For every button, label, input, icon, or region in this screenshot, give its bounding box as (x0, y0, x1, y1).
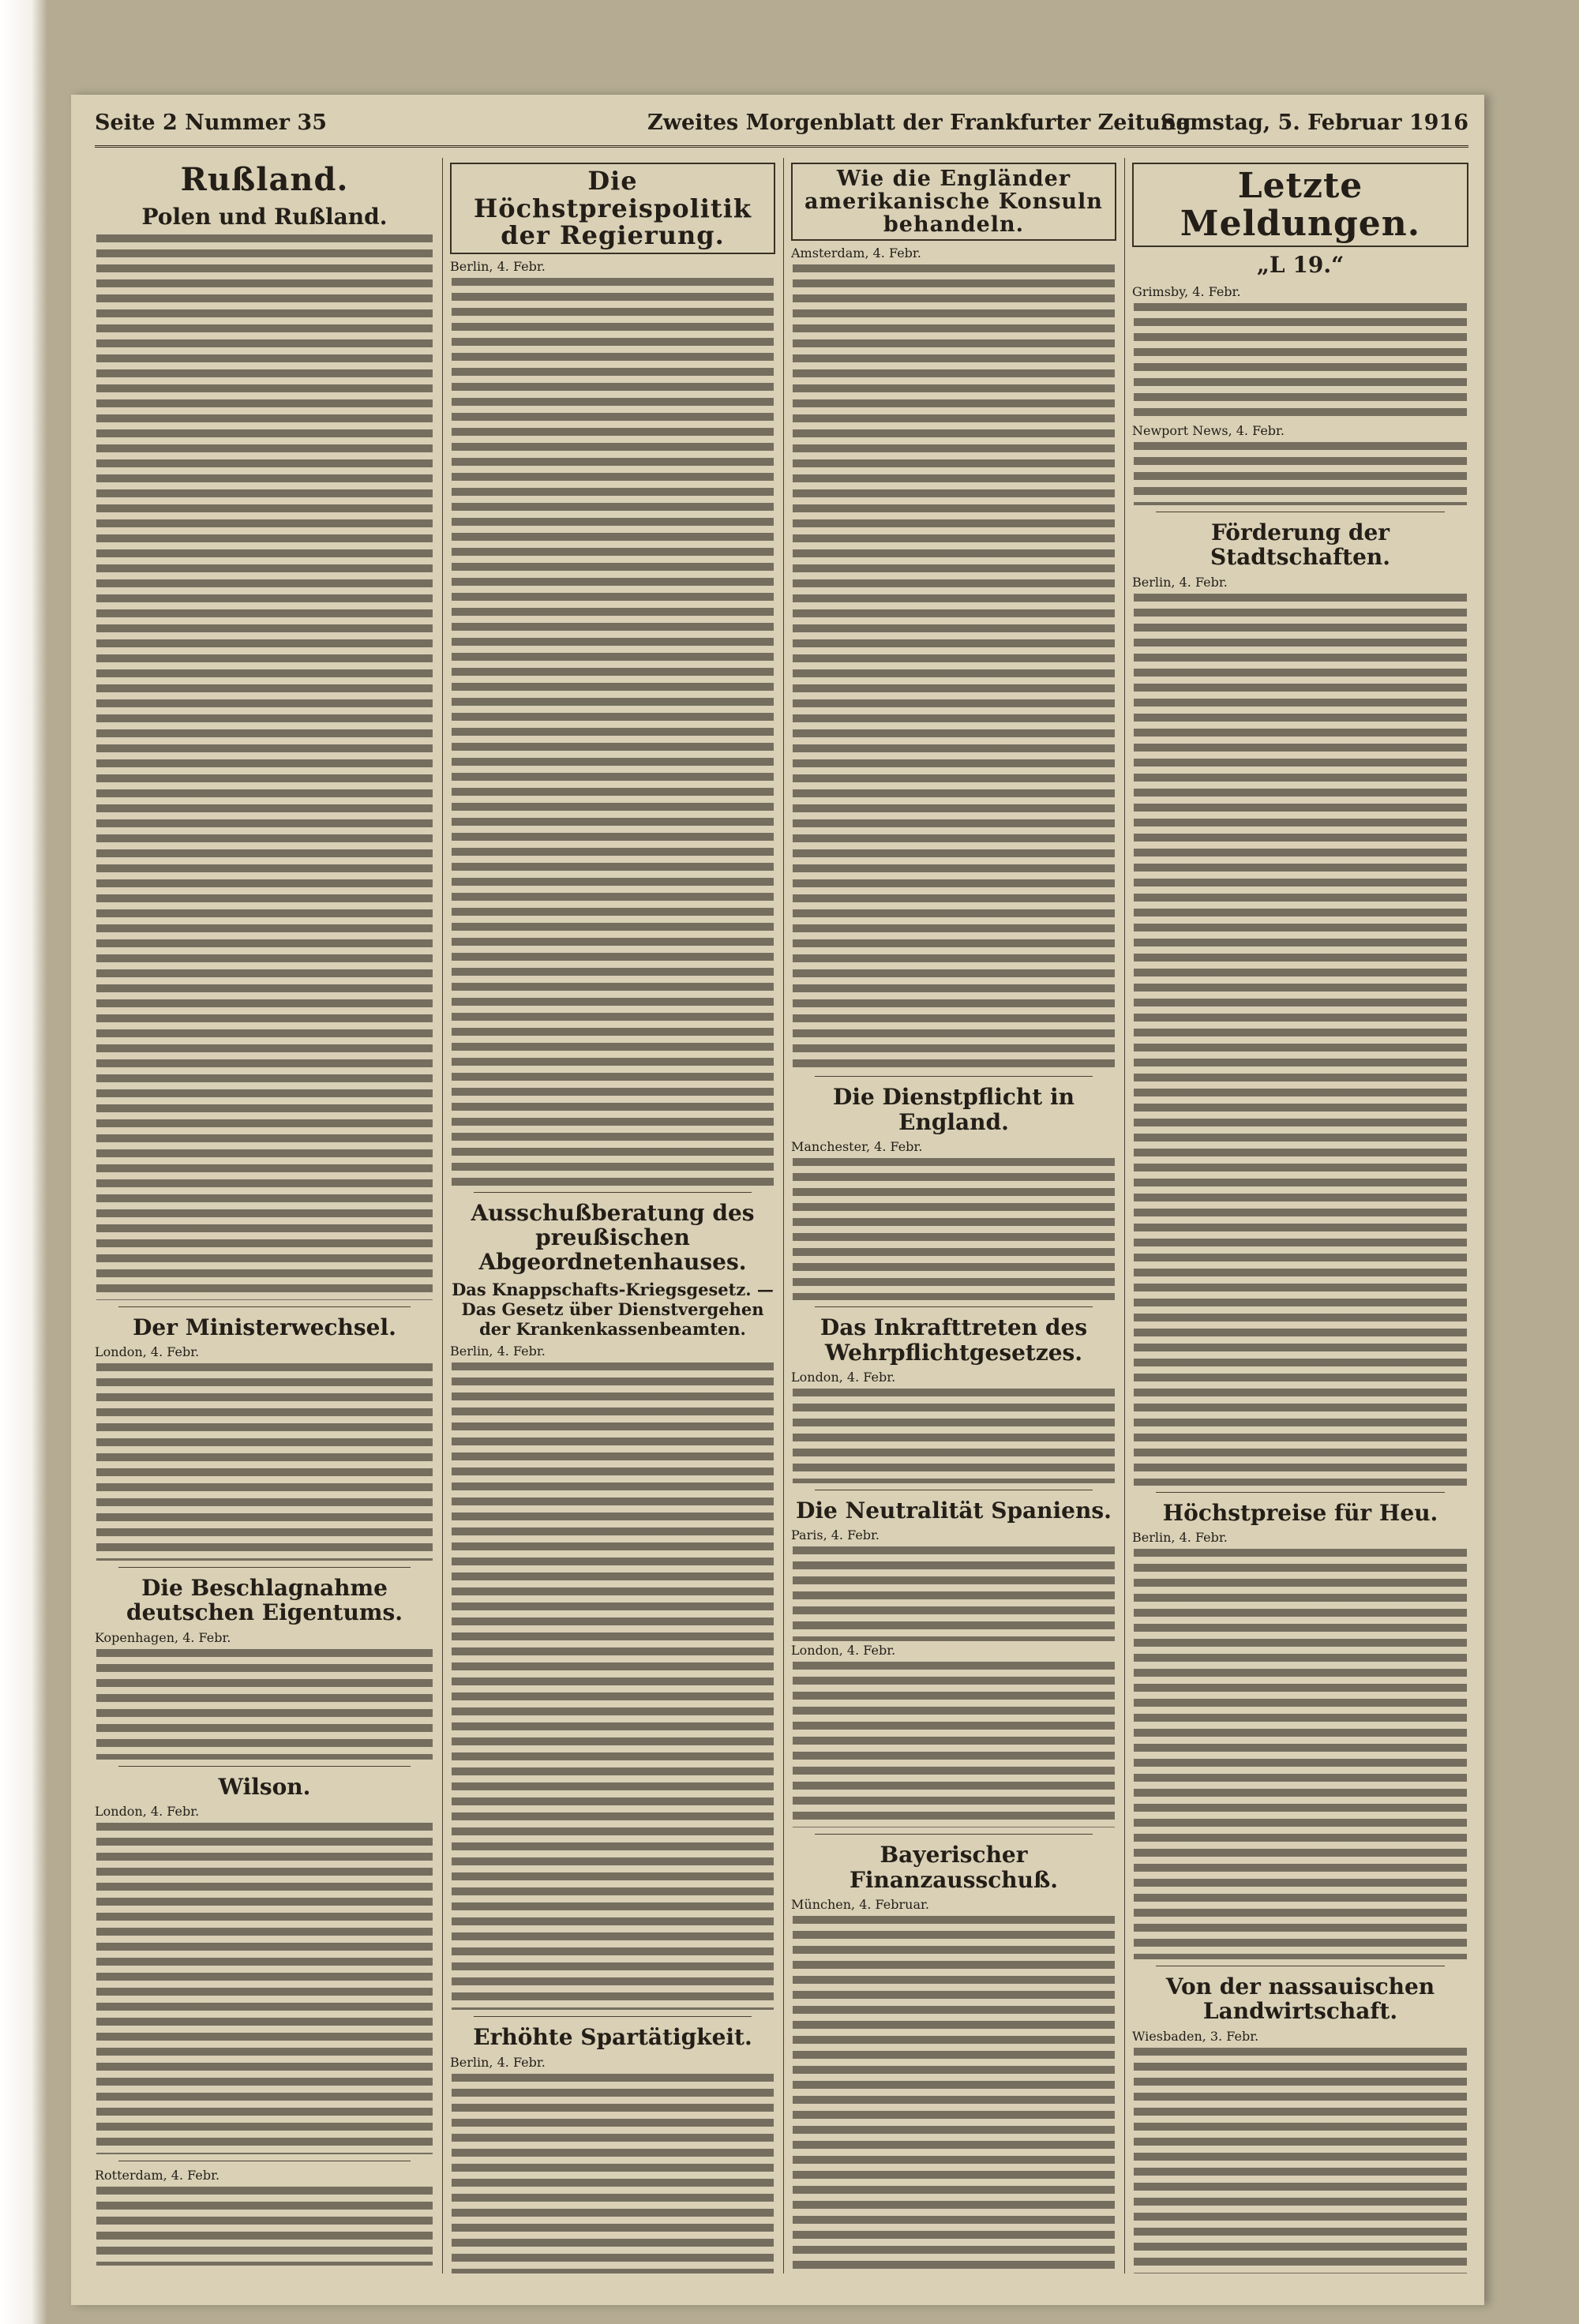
column-4 (1132, 158, 1468, 2273)
separator (118, 1567, 411, 1568)
headline-hoechstpreispolitik: Die Höchstpreispolitik der Regierung. (450, 163, 775, 254)
headline-wehrpflichtgesetz: Das Inkrafttreten des Wehrpflichtgesetzes. (820, 1314, 1088, 1366)
article-body (1134, 442, 1467, 505)
dateline: Paris, 4. Febr. (791, 1527, 880, 1543)
separator (474, 2016, 752, 2017)
headline-beschlagnahme: Die Beschlagnahme deutschen Eigentums. (126, 1574, 403, 1626)
article-body (1134, 303, 1467, 422)
column-3 (791, 158, 1116, 2273)
headline-englaender-konsuln: Wie die Engländer amerikanische Konsuln behandeln. (791, 163, 1116, 241)
newspaper-page (71, 95, 1484, 2305)
dateline: Amsterdam, 4. Febr. (791, 246, 921, 261)
dateline: Berlin, 4. Febr. (450, 2054, 546, 2070)
dateline: Rotterdam, 4. Febr. (95, 2167, 220, 2183)
issue-date: Samstag, 5. Februar 1916 (1161, 111, 1468, 135)
headline-neutralitaet-spaniens: Die Neutralität Spaniens. (796, 1497, 1112, 1524)
column-rule (442, 158, 443, 2273)
headline-wilson: Wilson. (218, 1773, 311, 1800)
dateline: Berlin, 4. Febr. (1132, 574, 1228, 590)
separator (474, 1192, 752, 1193)
dateline: Berlin, 4. Febr. (450, 258, 546, 274)
headline-erhoehte-spartaetigkeit: Erhöhte Spartätigkeit. (473, 2024, 752, 2051)
dateline: Berlin, 4. Febr. (1132, 1530, 1228, 1546)
headline-letzte-meldungen: Letzte Meldungen. (1132, 163, 1468, 247)
article-body (96, 1823, 433, 2154)
article-body (452, 278, 774, 1186)
separator (815, 1076, 1093, 1077)
headline-l-19: „L 19.“ (1256, 252, 1345, 279)
dateline: London, 4. Febr. (791, 1643, 896, 1659)
masthead (95, 111, 1468, 139)
column-2 (450, 158, 775, 2273)
article-body (793, 1662, 1115, 1827)
subheadline-knappschafts-kriegsgesetz: Das Knappschafts-Kriegsgesetz. — Das Gesetz über Dienstvergehen der Krankenkassenbeamten. (452, 1279, 774, 1340)
dateline: Grimsby, 4. Febr. (1132, 284, 1241, 300)
article-body (793, 1546, 1115, 1641)
headline-polen-und-russland: Polen und Rußland. (141, 204, 388, 231)
newspaper-title: Zweites Morgenblatt der Frankfurter Zeitung (647, 111, 1191, 135)
headline-bayerischer-finanzausschuss: Bayerischer Finanzausschuß. (849, 1842, 1059, 1893)
headline-dienstpflicht-england: Die Dienstpflicht in England. (833, 1084, 1075, 1135)
headline-ausschussberatung: Ausschußberatung des preußischen Abgeordnetenhauses. (471, 1199, 755, 1276)
separator (118, 1306, 411, 1307)
dateline: London, 4. Febr. (95, 1344, 200, 1359)
article-body (452, 2074, 774, 2273)
article-body (96, 1363, 433, 1561)
column-1 (95, 158, 434, 2273)
column-rule (783, 158, 784, 2273)
headline-hoechstpreise-heu: Höchstpreise für Heu. (1162, 1499, 1438, 1526)
article-body (793, 1389, 1115, 1483)
article-body (452, 1363, 774, 2010)
separator (118, 1766, 411, 1767)
dateline: Kopenhagen, 4. Febr. (95, 1629, 231, 1645)
article-body (1134, 1549, 1467, 1959)
dateline: Manchester, 4. Febr. (791, 1139, 923, 1155)
article-body (793, 264, 1115, 1070)
article-body (793, 1916, 1115, 2273)
headline-russland: Rußland. (180, 161, 349, 198)
article-body (793, 1158, 1115, 1300)
article-body (1134, 594, 1467, 1486)
page-number: Seite 2 Nummer 35 (95, 111, 327, 135)
masthead-rule (95, 145, 1468, 148)
article-body (96, 234, 433, 1300)
page-gutter (0, 0, 47, 2324)
separator (815, 1306, 1093, 1307)
separator (1156, 1492, 1445, 1493)
headline-foerderung-stadtschaften: Förderung der Stadtschaften. (1210, 519, 1391, 571)
headline-ministerwechsel: Der Ministerwechsel. (133, 1314, 396, 1340)
column-rule (1124, 158, 1125, 2273)
article-body (1134, 2048, 1467, 2273)
article-body (96, 1649, 433, 1760)
dateline: Wiesbaden, 3. Febr. (1132, 2028, 1259, 2044)
separator (815, 1834, 1093, 1835)
dateline: München, 4. Februar. (791, 1896, 929, 1912)
headline-nassauische-landwirtschaft: Von der nassauischen Landwirtschaft. (1165, 1974, 1435, 2025)
dateline: London, 4. Febr. (791, 1369, 896, 1385)
dateline: Berlin, 4. Febr. (450, 1344, 546, 1359)
dateline: Newport News, 4. Febr. (1132, 423, 1285, 439)
dateline: London, 4. Febr. (95, 1803, 200, 1819)
article-body (96, 2187, 433, 2266)
